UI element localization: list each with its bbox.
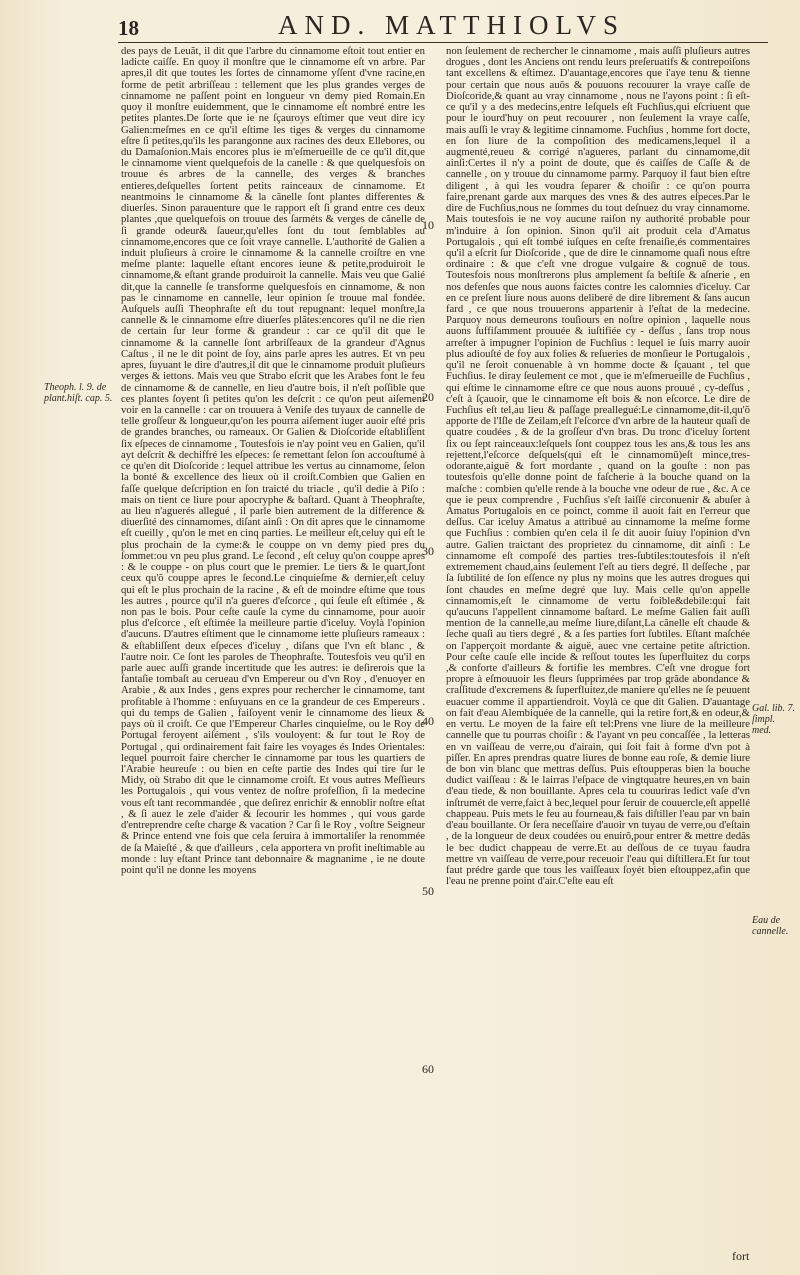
left-column-text: des pays de Leuãt, il dit que l'arbre du cinnamome eſtoit tout entier en ladicte caiſſe. En quoy il monſtre que le cinnamome eſt vn arbre. Par apres,il dit que toutes les ſortes de cinnamome yſſent d'vne racine,en forme de petit arbriſſeau : tellement que les plus grandes verges de cinnamome ne paſſent point en longueur vn demy pied Romain.En quoy il monſtre euidemment, que le cinnamome eſt nombré entre les petites plantes.De ſorte que ie ne ſçauroys eſtimer que veut dire icy Galien:meſmes en ce qu'il eſtime les tiges & verges du cinnamome eſtre ſi petites,qu'ils les parangonne aux racines des deux Ellebores, ou du Damaſonion.Mais encores plus ie m'eſmerueille de ce qu'il dit,que le cinnamome vient quelquefois de la canelle : & que quelquesfois on trouue és arbres de la cannelle, des verges & branches entieres,deſquelles ſortent petits rainceaux de cinnamome. Et neantmoins le cinnamome & la cãnelle ſont plantes differentes & diuerſes. Sinon parauenture que le rapport eſt ſi grand entre ces deux plantes ,que quelquefois on trouue des ſarméts & verges de cãnelle de ſi grande odeur& ſaueur,qu'elles ſont du tout ſemblables au cinnamome,encores que ce ſoit vraye cannelle. L'authorité de Galien a induit pluſieurs à croire le cinnamome & la cannelle croiſtre en vne meſme plante: laquelle eſtant encores ieune & petite,produiroit le cinnamome,& eſtant grande produiroit la cannelle. Mais veu que Galié dit,que la cannelle ſe transforme quelquesfois en cinnamome, & non pas le cinnamome en cannelle, leur opinion ſe trouue mal fondée. Auſquels auſſi Theophraſte eſt du tout repugnant: lequel monſtre,la cannelle & le cinnamome eſtre diuerſes plãtes:encores qu'il ne die rien de certain ſur leur forme & grandeur : car ce qu'il dit que le cinnamome & la cannelle ſont arbriſſeaux de la grandeur d'Agnus Caſtus , il ne le dit point de ſoy, ains parle apres les autres. Et vn peu apres, ſuyuant le dire d'autres,il dit que le cinnamome produit pluſieurs verges & iettons. Mais veu que Strabo eſcrit que les Arabes font le feu de cinnamome & de cannelle, en lieu d'autre bois, il n'eſt poſſible que ces plantes ſoyent ſi petites qu'on les deſcrit : ce qu'on peut aiſement voir en la cannelle : car on trouuera à Veniſe des tuyaux de cannelle de telle groſſeur & longueur,qu'on les pourra aiſement iuger auoir eſté pris de grandes branches, ou rameaux. Or Galien & Dioſcoride eſtabliſſent ſix eſpeces de cinnamome , Toutesfois ie n'ay point veu en Galien, qu'il ayt deſcrit & dechiffré les eſpeces: ſe remettant ſelon ſon accouſtumé à ce qu'en dit Dioſcoride : lequel attribue les vertus au cinnamome, ſelon la bonté & excellence des lieux où il croiſt.Combien que Galien en faſſe quelque deſcription en ſon traicté du triacle , qu'il dedie à Piſo : mais on tient ce liure pour apocryphe & baſtard. Quant à Theophraſte, au lieu n'aguerés allegué , il parle bien autrement de la difference & diuerſité des cinnamomes, diſant ainſi : On dit apres que le cinnamome eſt cueilly , qu'on le met en cinq parties. Le meilleur eſt,celuy qui eſt le plus prochain de la cyme:& le couppe on vn demy pied pres du ſommet:ou vn peu plus grand. Le ſecond , eſt celuy qu'on couppe apres : & le couppe - on plus court que le premier. Le tiers & le quart,ſont ceux qu'õ couppe apres le ſecond.Le cinquieſme & dernier,eſt celuy qui eſt le plus prochain de la racine , & eſt de moindre eſtime que tous les autres , pource qu'il n'a gueres d'eſcorce , qui ſeule eſt eſtimée , & non pas le bois. Pour ceſte cauſe la cyme du cinnamome, pour auoir plus d'eſcorce , eſt eſtimée la meilleure partie d'iceluy. Voylà l'opinion d'aucuns. D'autres eſtiment que le cinnamome iette pluſieurs rameaux : & eſtabliſſent deux eſpeces d'iceluy , diſans que l'vn eſt blanc , & l'autre noir. Ce ſont les paroles de Theophraſte. Toutesfois veu qu'il en parle auec auſſi grande incertitude que les autres: ie deſirerois que la fantaſie tombaſt au cerueau d'vn Empereur ou d'vn Roy , d'enuoyer en Arabie , & aux Indes , gens expres pour rechercher le cinnamome, tant profitable à l'homme : enſuyuans en ce la grandeur de ces Empereurs . qui du temps de Galien , faiſoyent venir le cinnamome des lieux & pays où il croiſt. Ce que l'Empereur Charles cinquieſme, ou le Roy de Portugal feroyent aiſément , s'ils vouloyent: & ſur tout le Roy de Portugal , qui ordinairement fait faire les voyages és Indes Orientales: lequel pourroit faire chercher le cinnamome par tous les quartiers de l'Arabie heureuſe : ou bien en ceſte partie des Indes qui tire ſur le Midy, où Strabo dit que le cinnamome croiſt. Et vous autres Meſſieurs les Portugalois , qui vous ventez de noſtre profeſſion, ſi la medecine vous eſt tant recommandée , que deſirez enrichir & ennoblir noſtre eſtat , & ſi auez le zele d'aider & ſecourir les hommes , qui vous garde d'entreprendre ceſte charge & vacation ? Car ſi le Roy , voſtre Seigneur & Prince entend vne fois que cela ſeruira à immortaliſer la renommée de ſa Maieſté , & que d'ailleurs , cela apportera vn profit ineſtimable au monde : luy eſtant Prince tant debonnaire & magnanime , ie ne doute point qu'il ne donne les moyens xyxy=(121,45,425,876)
page-header xyxy=(118,8,758,42)
line-number-20: 20 xyxy=(422,390,434,404)
margin-note-theophrastus: Theoph. l. 9. de plant.hiſt. cap. 5. xyxy=(44,382,113,404)
line-number-30: 30 xyxy=(422,544,434,558)
line-number-50: 50 xyxy=(422,884,434,898)
right-column xyxy=(446,46,750,887)
running-title: AND. MATTHIOLVS xyxy=(278,10,626,40)
catchword: fort xyxy=(732,1249,750,1263)
header-rule xyxy=(118,42,768,43)
right-column-text: non ſeulement de rechercher le cinnamome , mais auſſi pluſieurs autres drogues , dont les Anciens ont rendu leurs preſeruatifs & contrepoiſons tant excellens & eſtimez. D'auantage,encores que i'aye tenu & tienne pour certain que nous auõs & pouuons recouurer la vraye caſſe de Dioſcoride,& quant au vray cinnamome , nous ne l'ayons point : ſi eſt-ce qu'il y a des medecins,entre leſquels eſt Fuchſius,qui eſcriuent que pour le iourd'huy on peut recouurer , non ſeulement la vraye caſſe, mais auſſi le vray & legitime cinnamome. Fuchſius , homme fort docte, en ſon liure de la compoſition des medicamens,lequel il a augmenté,reueu & corrigé n'agueres, parlant du cinnamome,dit ainſi:Certes il n'y a point de doute, que és caiſſes de Caſſe & de cannelle , on y trouue du cinnamome parmy. Parquoy il faut bien eſtre diligent , à qui les voudra ſeparer & choiſir : ce qu'on pourra faire,prenant garde aux marques des vnes & des autres eſpeces.Par le dire de Fuchſius,nous ne ſommes du tout deſnuez du vray cinnamome. Mais toutesfois ie ne voy aucune raiſon ny authorité probable pour m'induire à ſon opinion. Sinon qu'il ait produit cela d'Amatus Portugalois , qui eſt tombé iuſques en ceſte frenaiſie,és commentaires qu'il a eſcrit ſur Dioſcoride , que de dire le cinnamome quaſi nous eſtre ordinaire : & que c'eſt vne drogue vulgaire & cognuë de tous. Toutesfois nous monſtrerons plus amplement ſa beſtiſe & aſnerie , en nos defenſes que nous auons faictes contre les calomnies d'iceluy. Car en ce preſent liure nous auons deliberé de dire librement & ſans aucun fard , ce que nous trouuerons appartenir à l'eſtat de la medecine. Parquoy nous demeurons touſiours en noſtre opinion , laquelle nous auons ſuffiſamment prouuée & iuſtifiée cy - deſſus , ſans trop nous arreſter à impugner l'opinion de Fuchſius : lequel ie ſuis marry auoir plus adiouſté de foy aux folies & reſueries de monſieur le Portugalois , qu'il ne ſeroit conuenable à vn homme docte & ſçauant , tel que Fuchſius. Ie diray ſeulement ce mot , que ie m'eſmerueille de Fuchſius , qui eſtime le cinnamome eſtre ce que nous auons prouué , cy-deſſus , c'eſt à ſçauoir, que le cinnamome eſt bois & non eſcorce. Le dire de Fuchſius eſt tel,au lieu & paſſage preallegué:Le cinnamome,dit-il,qu'õ apporte de l'Iſle de Zeilam,eſt l'eſcorce d'vn arbre de la hauteur quaſi de quatre coudées , & de la groſſeur d'vn bras. Du tronc d'iceluy ſortent ſix ou ſept rainceaux:leſquels ſont couppez tous les ans,& tous les ans rejettent,l'eſcorce deſquels(qui eſt le cinnamomũ)eſt mince,tres-odorante,aiguë & fort mordante , quand on la gouſte : non pas toutesfois qu'elle donne point de faſcherie à la bouche quand on la maſche : combien qu'elle rende à la bouche vne odeur de rue , &c. A ce que ie peux comprendre , Fuchſius s'eſt laiſſé circonuenir & abuſer à Amatus Portugalois en ce poinct, comme il auoit fait en l'erreur que deſſus. Car iceluy Amatus a attribué au cinnamome la meſme forme que Fuchſius : combien qu'en cela il ſe dit auoir ſuiuy l'opinion d'vn autre. Galien traictant des proprietez du cinnamome, dit ainſi : Le cinnamome eſt compoſé des parties tres-ſubtiles:toutesfois il n'eſt extremement chaud,ains ſeulement l'eſt au tiers degré. Il deſſeche , par ſa ſubtilité de ſon eſſence ny plus ny moins que les autres drogues qui ſont chaudes en meſme degré que luy. Mais celle qu'on appelle cinnamomis,eſt le cinnamome de vertu foible&debile:qui fait qu'aucuns l'appellent cinnamome baſtard. Le meſme Galien fait auſſi mention de la cannelle,au meſme liure,diſant,La cãnelle eſt chaude & ſeche quaſi au tiers degré , & a ſes parties fort ſubtiles. Eſtant maſchée on l'apperçoit mordante & aiguë, auec vne certaine petite aſtriction. Pour ceſte cauſe elle incide & reſſout toutes les ſuperfluitez du corps ,& conforte d'ailleurs & fortifie les membres. C'eſt vne drogue fort propre à eſmouuoir les fleurs ſupprimées par trop grãde abondance & craſſitude d'excremens & ſuperfluitez,de maniere qu'elles ne ſe peuuent euacuer comme il appartiendroit. Voylà ce que dit Galien. D'auantage on fait d'eau Alembiquée de la cannelle, qui la retire fort,& en odeur,& en vertu. Le moyen de la faire eſt tel:Prens vne liure de la meilleure cannelle que tu pourras choiſir : & l'ayant vn peu concaſſée , la letteras en vn vaiſſeau de verre,ou d'airain, qui ſoit fait à forme d'vn pot à piſſer. En apres prendras quatre liures de bonne eau roſe, & demie liure de bon vin blanc que mettras deſſus. Puis eſtoupperas bien la bouche dudict vaiſſeau : & le lairras l'eſpace de vingtquatre heures,en vn bain d'eau tiede, & non bouillante. Apres cela tu couuriras ledict vaſe d'vn inſtrumét de verre,faict à bec,lequel pour ſeruir de couuercle,eſt appellé chappeau. Puis mets le feu au fourneau,& fais diſtiller l'eau par vn bain d'eau bouillante. Or ſera neceſſaire d'auoir vn tuyau de verre,ou d'eſtain , de la longueur de deux coudées ou enuirõ,pour entrer & mettre dedãs le bec dudict chappeau de verre.Et au deſſous de ce tuyau faudra mettre vn vaiſſeau de verre,pour receuoir l'eau qui diſtillera.Et ſur tout faut prédre garde que tous les vaiſſeaux ſoyét bien eſtouppez,afin que l'eau ne prenne point d'air.C'eſte eau eſt xyxy=(446,45,750,888)
margin-note-galen: Gal. lib. 7. ſimpl. med. xyxy=(752,703,796,736)
page-number: 18 xyxy=(118,16,139,40)
margin-note-cinnamon-water: Eau de cannelle. xyxy=(752,915,789,937)
line-number-40: 40 xyxy=(422,714,434,728)
line-number-10: 10 xyxy=(422,218,434,232)
line-number-60: 60 xyxy=(422,1062,434,1076)
left-column xyxy=(121,46,425,876)
